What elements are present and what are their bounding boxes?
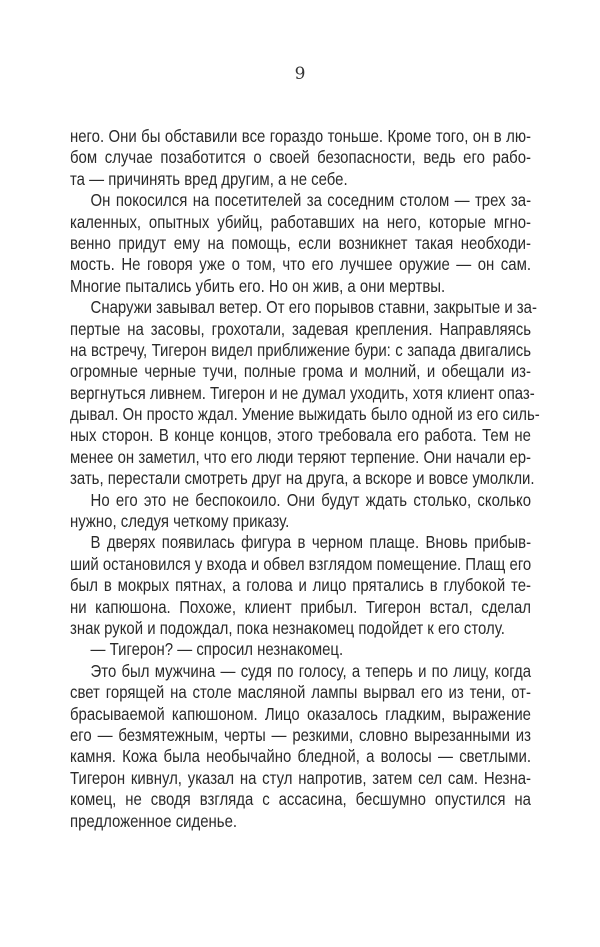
text-line-content: ший остановился у входа и обвел взглядом помещение. Плащ его	[70, 553, 532, 574]
paragraph	[70, 639, 531, 660]
text-line-content: Многие пытались убить его. Но он жив, а они мертвы.	[70, 275, 446, 296]
text-line	[70, 511, 531, 532]
text-line-content: ни капюшона. Похоже, клиент прибыл. Тигерон встал, сделал	[70, 596, 531, 617]
text-line	[70, 297, 537, 318]
text-line	[70, 425, 531, 446]
text-line	[70, 746, 531, 767]
text-line	[70, 725, 531, 746]
text-line-content: ных сторон. В конце концов, этого требовала его работа. Тем не	[70, 425, 531, 446]
text-line	[70, 254, 531, 275]
text-line-content: каленных, опытных убийц, работавших на него, которые мгно-	[70, 211, 531, 232]
text-line-content: мость. Не говоря уже о том, что его лучшее оружие — он сам.	[70, 254, 531, 275]
text-line	[70, 404, 540, 425]
text-line	[70, 212, 531, 233]
text-line	[70, 169, 531, 190]
text-line	[70, 704, 531, 725]
text-line-content: Снаружи завывал ветер. От его порывов ставни, закрытые и за-	[90, 297, 537, 318]
text-line	[70, 361, 531, 382]
text-line-content: В дверях появилась фигура в черном плаще. Вновь прибыв-	[90, 532, 531, 553]
text-line-content: него. Они бы обставили все гораздо тоньше. Кроме того, он в лю-	[70, 126, 531, 146]
text-line	[70, 147, 531, 168]
text-line	[70, 554, 531, 575]
text-line	[70, 532, 531, 553]
text-line-content: Тигерон кивнул, указал на стул напротив, затем сел сам. Незна-	[70, 767, 531, 788]
text-line-content: Это был мужчина — судя по голосу, а теперь и по лицу, когда	[90, 660, 531, 681]
text-line-content: предложенное сиденье.	[70, 810, 238, 831]
text-line-content: менее он заметил, что его люди теряют терпение. Они начали ер-	[70, 446, 531, 467]
text-line-content: свет горящей на столе масляной лампы вырвал его из тени, от-	[70, 682, 531, 703]
text-line-content: нужно, следуя четкому приказу.	[70, 511, 290, 532]
paragraph	[70, 190, 531, 297]
text-line-content: комец, не сводя взгляда с ассасина, бесшумно опустился на	[70, 789, 531, 810]
text-line-content: на встречу, Тигерон видел приближение бури: с запада двигались	[70, 339, 531, 360]
text-line-content: вергнуться ливнем. Тигерон и не думал уходить, хотя клиент опаз-	[70, 382, 535, 403]
text-line	[70, 126, 531, 147]
text-line-content: пертые на засовы, грохотали, задевая крепления. Направляясь	[70, 318, 531, 339]
text-line-content: венно придут ему на помощь, если возникнет такая необходи-	[70, 232, 531, 253]
paragraph	[70, 490, 531, 533]
text-line	[70, 661, 531, 682]
text-line	[70, 382, 535, 404]
text-line	[70, 233, 531, 254]
paragraph	[70, 126, 531, 190]
text-line-content: дывал. Он просто ждал. Умение выжидать было одной из его силь-	[70, 404, 540, 425]
text-line	[70, 190, 531, 211]
text-line-content: был в мокрых пятнах, а голова и лицо прятались в глубокой те-	[70, 575, 531, 596]
text-line	[70, 639, 531, 660]
text-line-content: его — безмятежным, черты — резкими, словно вырезанными из	[70, 724, 531, 745]
text-line-content: камня. Кожа была необычайно бледной, а волосы — светлыми.	[70, 746, 531, 767]
text-line	[70, 276, 531, 297]
body-text	[70, 126, 540, 832]
paragraph	[70, 297, 540, 490]
paragraph	[70, 532, 531, 639]
text-line-content: та — причинять вред другим, а не себе.	[70, 168, 348, 189]
page-number: 9	[294, 64, 306, 84]
text-line-content: зать, перестали смотреть друг на друга, а вскоре и вовсе умолкли.	[70, 468, 535, 489]
text-line	[70, 682, 531, 703]
text-line-content: бом случае позаботится о своей безопасности, ведь его рабо-	[70, 147, 531, 168]
text-line-content: огромные черные тучи, полные грома и молний, и обещали из-	[70, 361, 531, 382]
text-line	[70, 340, 531, 361]
text-line-content: знак рукой и подождал, пока незнакомец подойдет к его столу.	[70, 617, 505, 638]
text-line-content: Но его это не беспокоило. Они будут ждать столько, сколько	[90, 489, 531, 510]
text-line-content: — Тигерон? — спросил незнакомец.	[90, 639, 343, 660]
text-line	[70, 768, 531, 789]
text-line-content: Он покосился на посетителей за соседним столом — трех за-	[90, 190, 531, 211]
text-line-content: брасываемой капюшоном. Лицо оказалось гладким, выражение	[70, 703, 531, 724]
text-line	[70, 789, 531, 810]
text-line	[70, 811, 531, 832]
paragraph	[70, 661, 531, 832]
text-line	[70, 490, 531, 511]
text-line	[70, 618, 531, 639]
text-line	[70, 575, 531, 596]
text-line	[70, 597, 531, 618]
text-line	[70, 468, 535, 489]
text-line	[70, 447, 531, 468]
text-line	[70, 319, 531, 340]
